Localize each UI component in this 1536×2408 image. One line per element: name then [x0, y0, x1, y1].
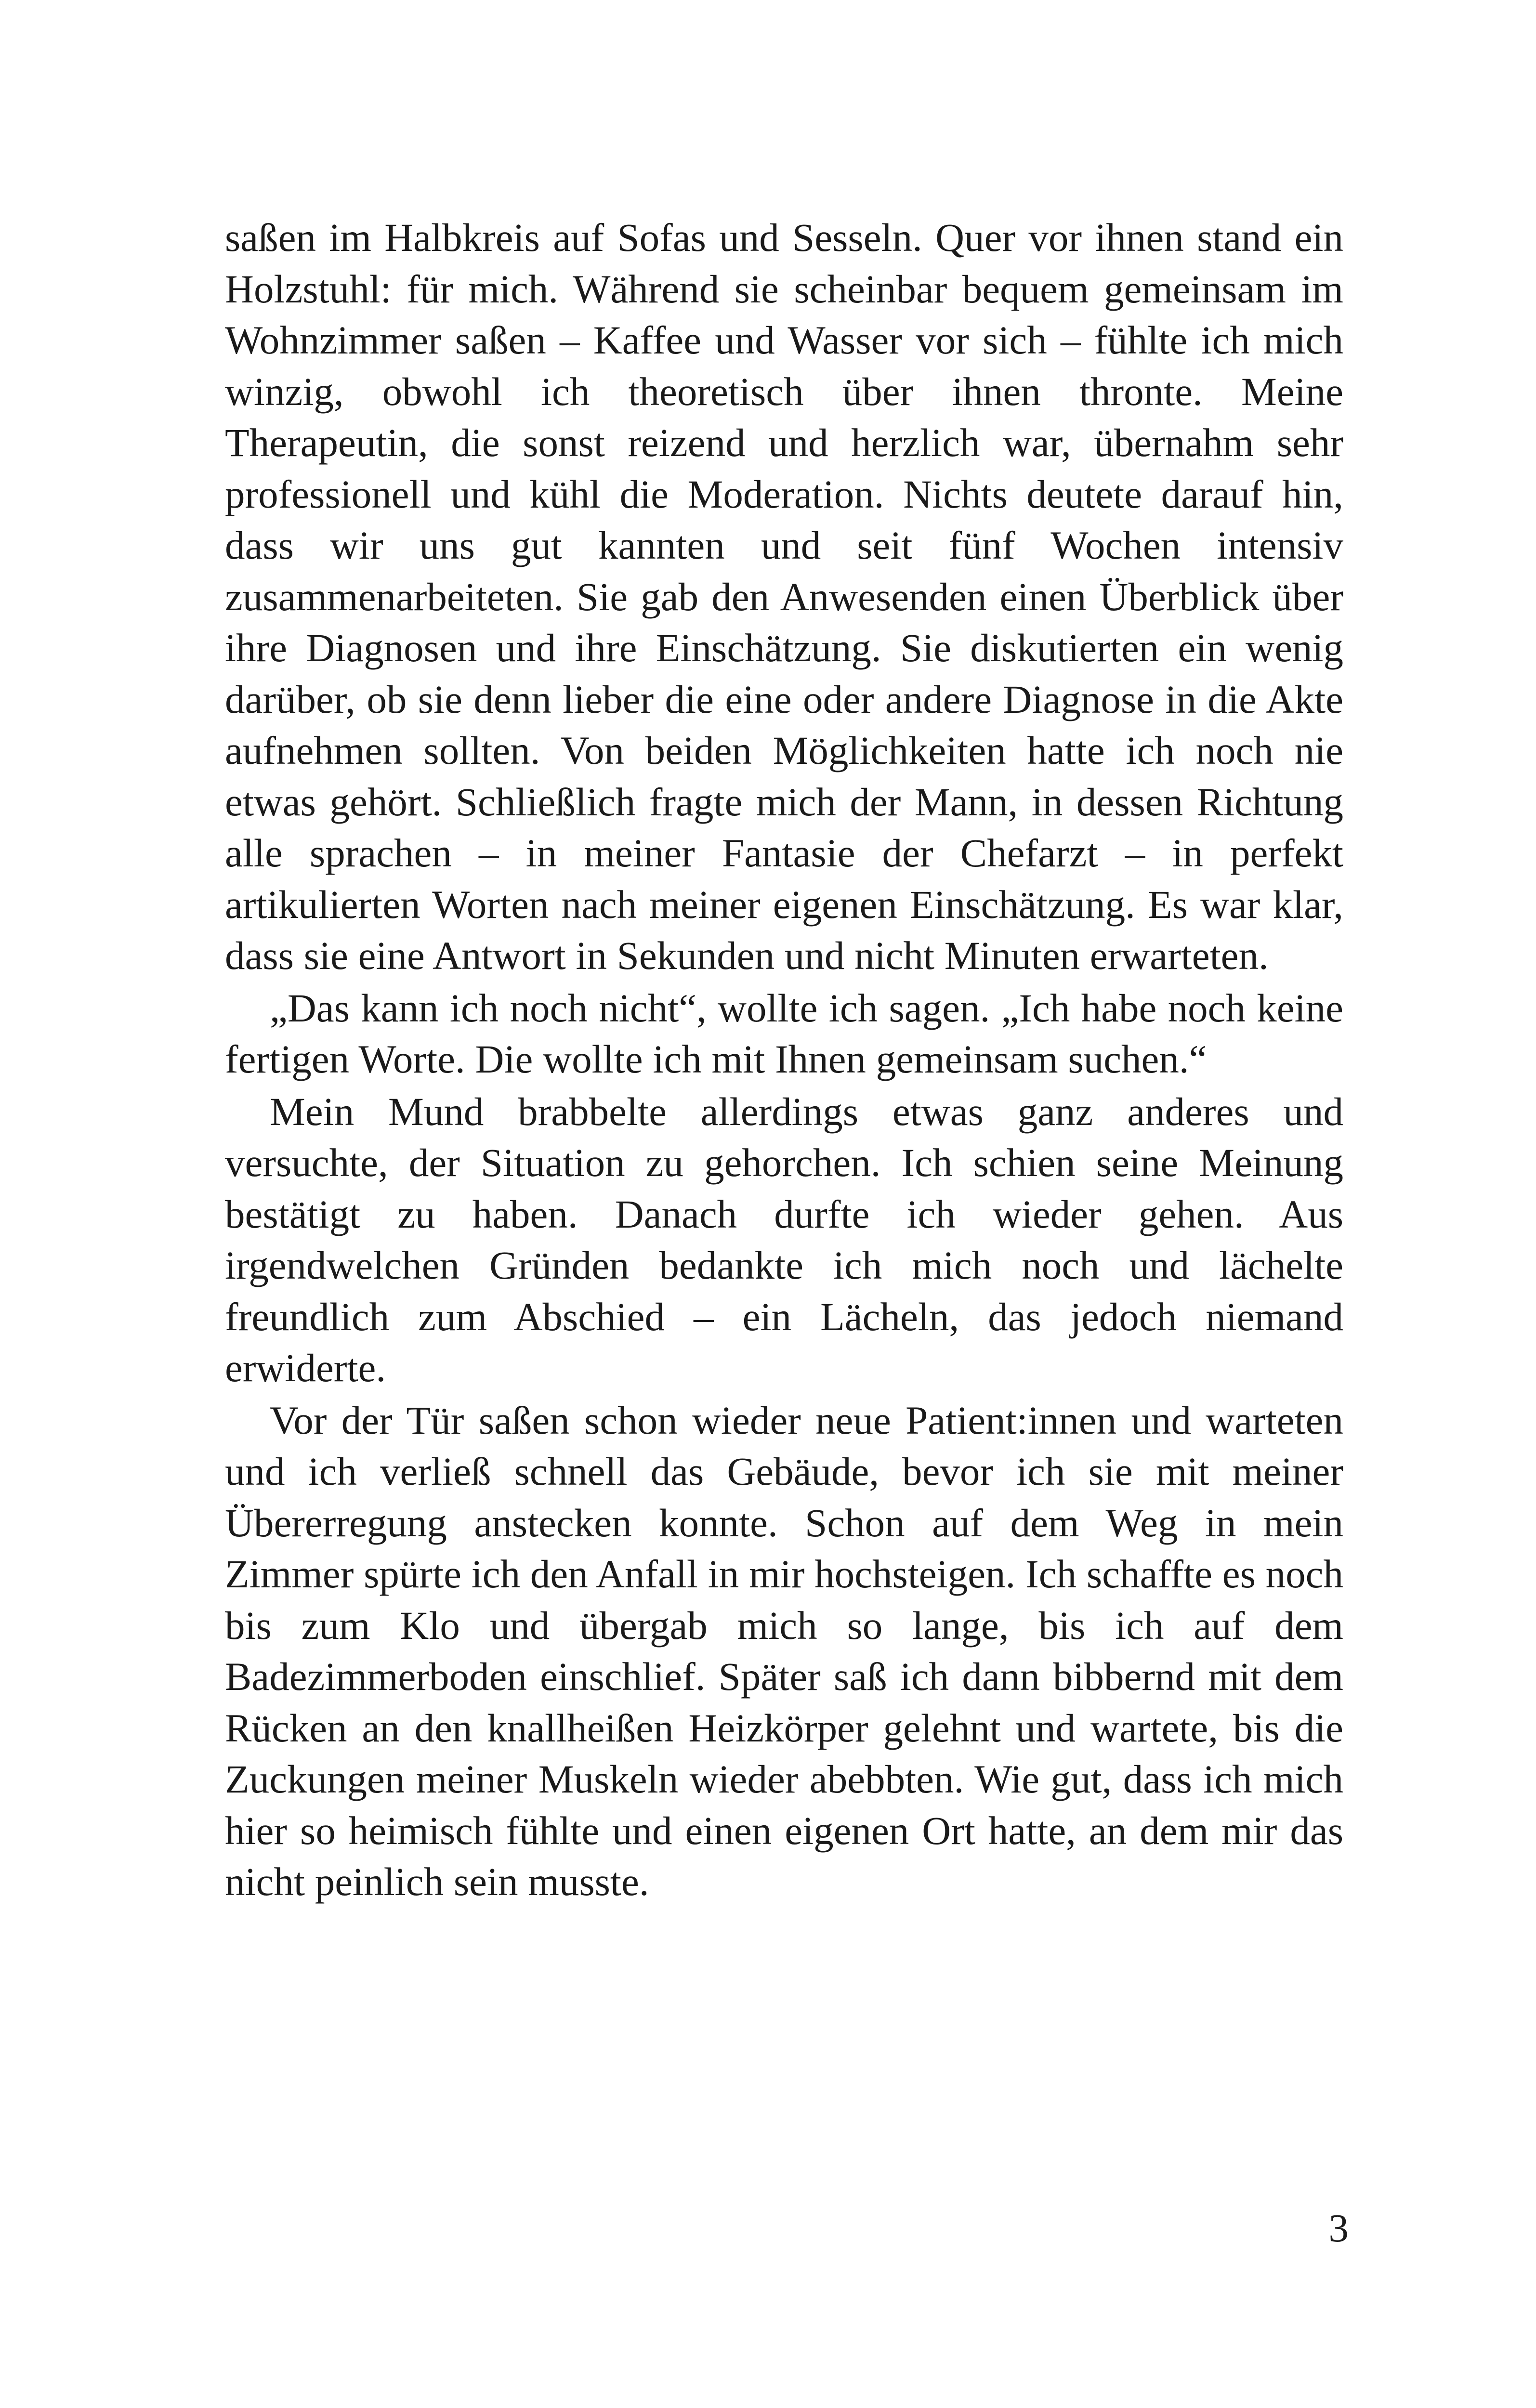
paragraph-3: Mein Mund brabbelte allerdings etwas ganz anderes und versuchte, der Situation zu gehorchen. Ich schien seine Meinung bestätigt zu haben. Danach durfte ich wieder gehen. Aus irgendwelchen Gründen bedankte ich mich noch und lächelte freundlich zum Abschied – ein Lächeln, das jedoch niemand erwiderte.: [225, 1089, 1343, 1390]
page-number: 3: [1328, 2206, 1349, 2250]
paragraph-2: „Das kann ich noch nicht“, wollte ich sagen. „Ich habe noch keine fertigen Worte. Die wollte ich mit Ihnen gemeinsam suchen.“: [225, 985, 1343, 1081]
body-text: [225, 212, 1343, 1908]
paragraph-4: Vor der Tür saßen schon wieder neue Patient:innen und warteten und ich verließ schnell das Gebäude, bevor ich sie mit meiner Übererregung anstecken konnte. Schon auf dem Weg in mein Zimmer spürte ich den Anfall in mir hochsteigen. Ich schaffte es noch bis zum Klo und übergab mich so lange, bis ich auf dem Badezimmerboden einschlief. Später saß ich dann bibbernd mit dem Rücken an den knallheißen Heizkörper gelehnt und wartete, bis die Zuckungen meiner Muskeln wieder abebbten. Wie gut, dass ich mich hier so heimisch fühlte und einen eigenen Ort hatte, an dem mir das nicht peinlich sein musste.: [225, 1398, 1343, 1904]
paragraph-1: saßen im Halbkreis auf Sofas und Sesseln. Quer vor ihnen stand ein Holzstuhl: für mich. Während sie scheinbar bequem gemeinsam im Wohnzimmer saßen – Kaffee und Wasser vor sich – fühlte ich mich winzig, obwohl ich theoretisch über ihnen thronte. Meine Therapeutin, die sonst reizend und herzlich war, übernahm sehr professionell und kühl die Moderation. Nichts deutete darauf hin, dass wir uns gut kannten und seit fünf Wochen intensiv zusammenarbeiteten. Sie gab den Anwesenden einen Überblick über ihre Diagnosen und ihre Einschätzung. Sie diskutierten ein wenig darüber, ob sie denn lieber die eine oder andere Diagnose in die Akte aufnehmen sollten. Von beiden Möglichkeiten hatte ich noch nie etwas gehört. Schließlich fragte mich der Mann, in dessen Richtung alle sprachen – in meiner Fantasie der Chefarzt – in perfekt artikulierten Worten nach meiner eigenen Einschätzung. Es war klar, dass sie eine Antwort in Sekunden und nicht Minuten erwarteten.: [225, 215, 1343, 978]
